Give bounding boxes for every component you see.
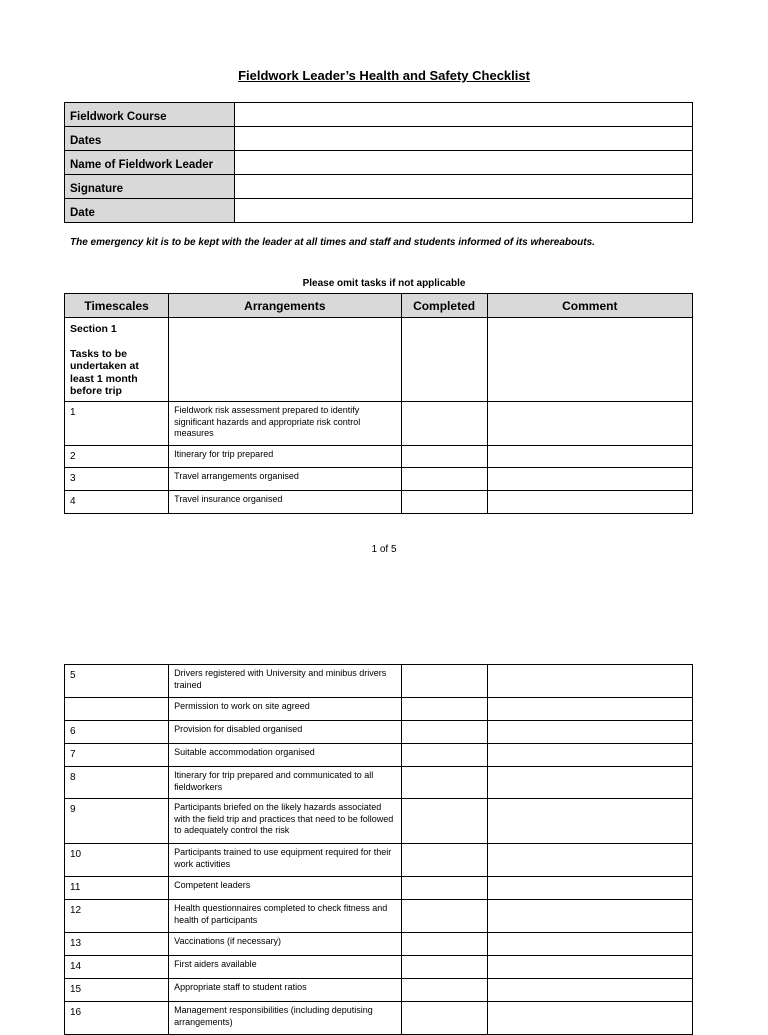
checklist-row — [65, 491, 693, 514]
info-row-signature — [65, 175, 693, 199]
task-number: 9 — [65, 799, 169, 844]
checklist-row — [65, 698, 693, 721]
checklist-table-page2 — [64, 664, 693, 1035]
task-completed-cell[interactable] — [401, 1002, 487, 1035]
document-title: Fieldwork Leader’s Health and Safety Checklist — [238, 68, 530, 83]
task-number: 8 — [65, 767, 169, 799]
task-number: 2 — [65, 446, 169, 468]
checklist-table-page1 — [64, 293, 693, 514]
task-comment-cell[interactable] — [487, 767, 692, 799]
task-comment-cell[interactable] — [487, 721, 692, 744]
task-number — [65, 698, 169, 721]
checklist-row — [65, 799, 693, 844]
task-completed-cell[interactable] — [401, 698, 487, 721]
task-completed-cell[interactable] — [401, 491, 487, 514]
info-value-dates[interactable] — [235, 127, 693, 151]
info-label-signature: Signature — [65, 175, 235, 199]
task-arrangement: Itinerary for trip prepared and communicated to all fieldworkers — [169, 767, 401, 799]
checklist-row — [65, 468, 693, 491]
task-completed-cell[interactable] — [401, 844, 487, 877]
task-comment-cell[interactable] — [487, 491, 692, 514]
info-label-leader: Name of Fieldwork Leader — [65, 151, 235, 175]
section1-comment[interactable] — [487, 318, 692, 402]
task-comment-cell[interactable] — [487, 665, 692, 698]
task-comment-cell[interactable] — [487, 799, 692, 844]
info-row-leader — [65, 151, 693, 175]
task-number: 12 — [65, 900, 169, 933]
task-comment-cell[interactable] — [487, 979, 692, 1002]
task-arrangement: Travel insurance organised — [169, 491, 401, 514]
checklist-row — [65, 1002, 693, 1035]
task-arrangement: Permission to work on site agreed — [169, 698, 401, 721]
checklist-row — [65, 402, 693, 446]
header-completed: Completed — [401, 294, 487, 318]
checklist-row — [65, 900, 693, 933]
task-arrangement: Participants briefed on the likely hazards associated with the field trip and practices that need to be followed to adequately control the risk — [169, 799, 401, 844]
checklist-row — [65, 979, 693, 1002]
section1-subtitle: Tasks to be undertaken at least 1 month before trip — [70, 347, 139, 397]
info-value-date[interactable] — [235, 199, 693, 223]
task-arrangement: Appropriate staff to student ratios — [169, 979, 401, 1002]
checklist-row — [65, 844, 693, 877]
task-completed-cell[interactable] — [401, 933, 487, 956]
header-arrangements: Arrangements — [169, 294, 401, 318]
task-number: 13 — [65, 933, 169, 956]
task-completed-cell[interactable] — [401, 721, 487, 744]
task-number: 14 — [65, 956, 169, 979]
section1-title: Section 1 — [70, 323, 117, 335]
task-completed-cell[interactable] — [401, 877, 487, 900]
task-number: 4 — [65, 491, 169, 514]
page-number: 1 of 5 — [371, 544, 397, 555]
section1-arrangements — [169, 318, 401, 402]
header-timescales: Timescales — [65, 294, 169, 318]
checklist-row — [65, 744, 693, 767]
section1-row — [65, 318, 693, 402]
task-completed-cell[interactable] — [401, 767, 487, 799]
task-comment-cell[interactable] — [487, 877, 692, 900]
header-comment: Comment — [487, 294, 692, 318]
task-arrangement: Health questionnaires completed to check fitness and health of participants — [169, 900, 401, 933]
section1-completed[interactable] — [401, 318, 487, 402]
task-completed-cell[interactable] — [401, 799, 487, 844]
task-completed-cell[interactable] — [401, 979, 487, 1002]
task-completed-cell[interactable] — [401, 468, 487, 491]
task-number: 10 — [65, 844, 169, 877]
info-value-course[interactable] — [235, 103, 693, 127]
task-completed-cell[interactable] — [401, 665, 487, 698]
task-arrangement: Fieldwork risk assessment prepared to identify significant hazards and appropriate risk control measures — [169, 402, 401, 446]
task-arrangement: Competent leaders — [169, 877, 401, 900]
task-arrangement: Drivers registered with University and minibus drivers trained — [169, 665, 401, 698]
task-comment-cell[interactable] — [487, 744, 692, 767]
info-label-date: Date — [65, 199, 235, 223]
checklist-row — [65, 956, 693, 979]
info-row-date — [65, 199, 693, 223]
course-info-table — [64, 102, 693, 223]
info-label-dates: Dates — [65, 127, 235, 151]
task-comment-cell[interactable] — [487, 402, 692, 446]
info-label-course: Fieldwork Course — [65, 103, 235, 127]
task-arrangement: First aiders available — [169, 956, 401, 979]
task-arrangement: Suitable accommodation organised — [169, 744, 401, 767]
omit-note: Please omit tasks if not applicable — [302, 278, 466, 289]
task-comment-cell[interactable] — [487, 1002, 692, 1035]
info-value-leader[interactable] — [235, 151, 693, 175]
checklist-header-row — [65, 294, 693, 318]
task-comment-cell[interactable] — [487, 446, 692, 468]
task-comment-cell[interactable] — [487, 698, 692, 721]
task-number: 5 — [65, 665, 169, 698]
checklist-row — [65, 933, 693, 956]
task-comment-cell[interactable] — [487, 844, 692, 877]
task-arrangement: Management responsibilities (including deputising arrangements) — [169, 1002, 401, 1035]
task-comment-cell[interactable] — [487, 900, 692, 933]
task-number: 16 — [65, 1002, 169, 1035]
task-completed-cell[interactable] — [401, 446, 487, 468]
task-number: 15 — [65, 979, 169, 1002]
emergency-kit-note: The emergency kit is to be kept with the leader at all times and staff and students informed of its whereabouts. — [70, 237, 595, 248]
task-completed-cell[interactable] — [401, 744, 487, 767]
task-number: 1 — [65, 402, 169, 446]
task-number: 11 — [65, 877, 169, 900]
info-row-dates — [65, 127, 693, 151]
task-comment-cell[interactable] — [487, 956, 692, 979]
info-row-course — [65, 103, 693, 127]
checklist-row — [65, 767, 693, 799]
checklist-row — [65, 665, 693, 698]
task-number: 6 — [65, 721, 169, 744]
task-completed-cell[interactable] — [401, 900, 487, 933]
task-comment-cell[interactable] — [487, 933, 692, 956]
checklist-row — [65, 446, 693, 468]
task-completed-cell[interactable] — [401, 402, 487, 446]
task-arrangement: Itinerary for trip prepared — [169, 446, 401, 468]
task-comment-cell[interactable] — [487, 468, 692, 491]
checklist-row — [65, 877, 693, 900]
task-number: 7 — [65, 744, 169, 767]
checklist-row — [65, 721, 693, 744]
task-arrangement: Participants trained to use equipment required for their work activities — [169, 844, 401, 877]
section1-label — [65, 318, 169, 402]
task-number: 3 — [65, 468, 169, 491]
task-arrangement: Provision for disabled organised — [169, 721, 401, 744]
task-arrangement: Vaccinations (if necessary) — [169, 933, 401, 956]
task-arrangement: Travel arrangements organised — [169, 468, 401, 491]
task-completed-cell[interactable] — [401, 956, 487, 979]
info-value-signature[interactable] — [235, 175, 693, 199]
